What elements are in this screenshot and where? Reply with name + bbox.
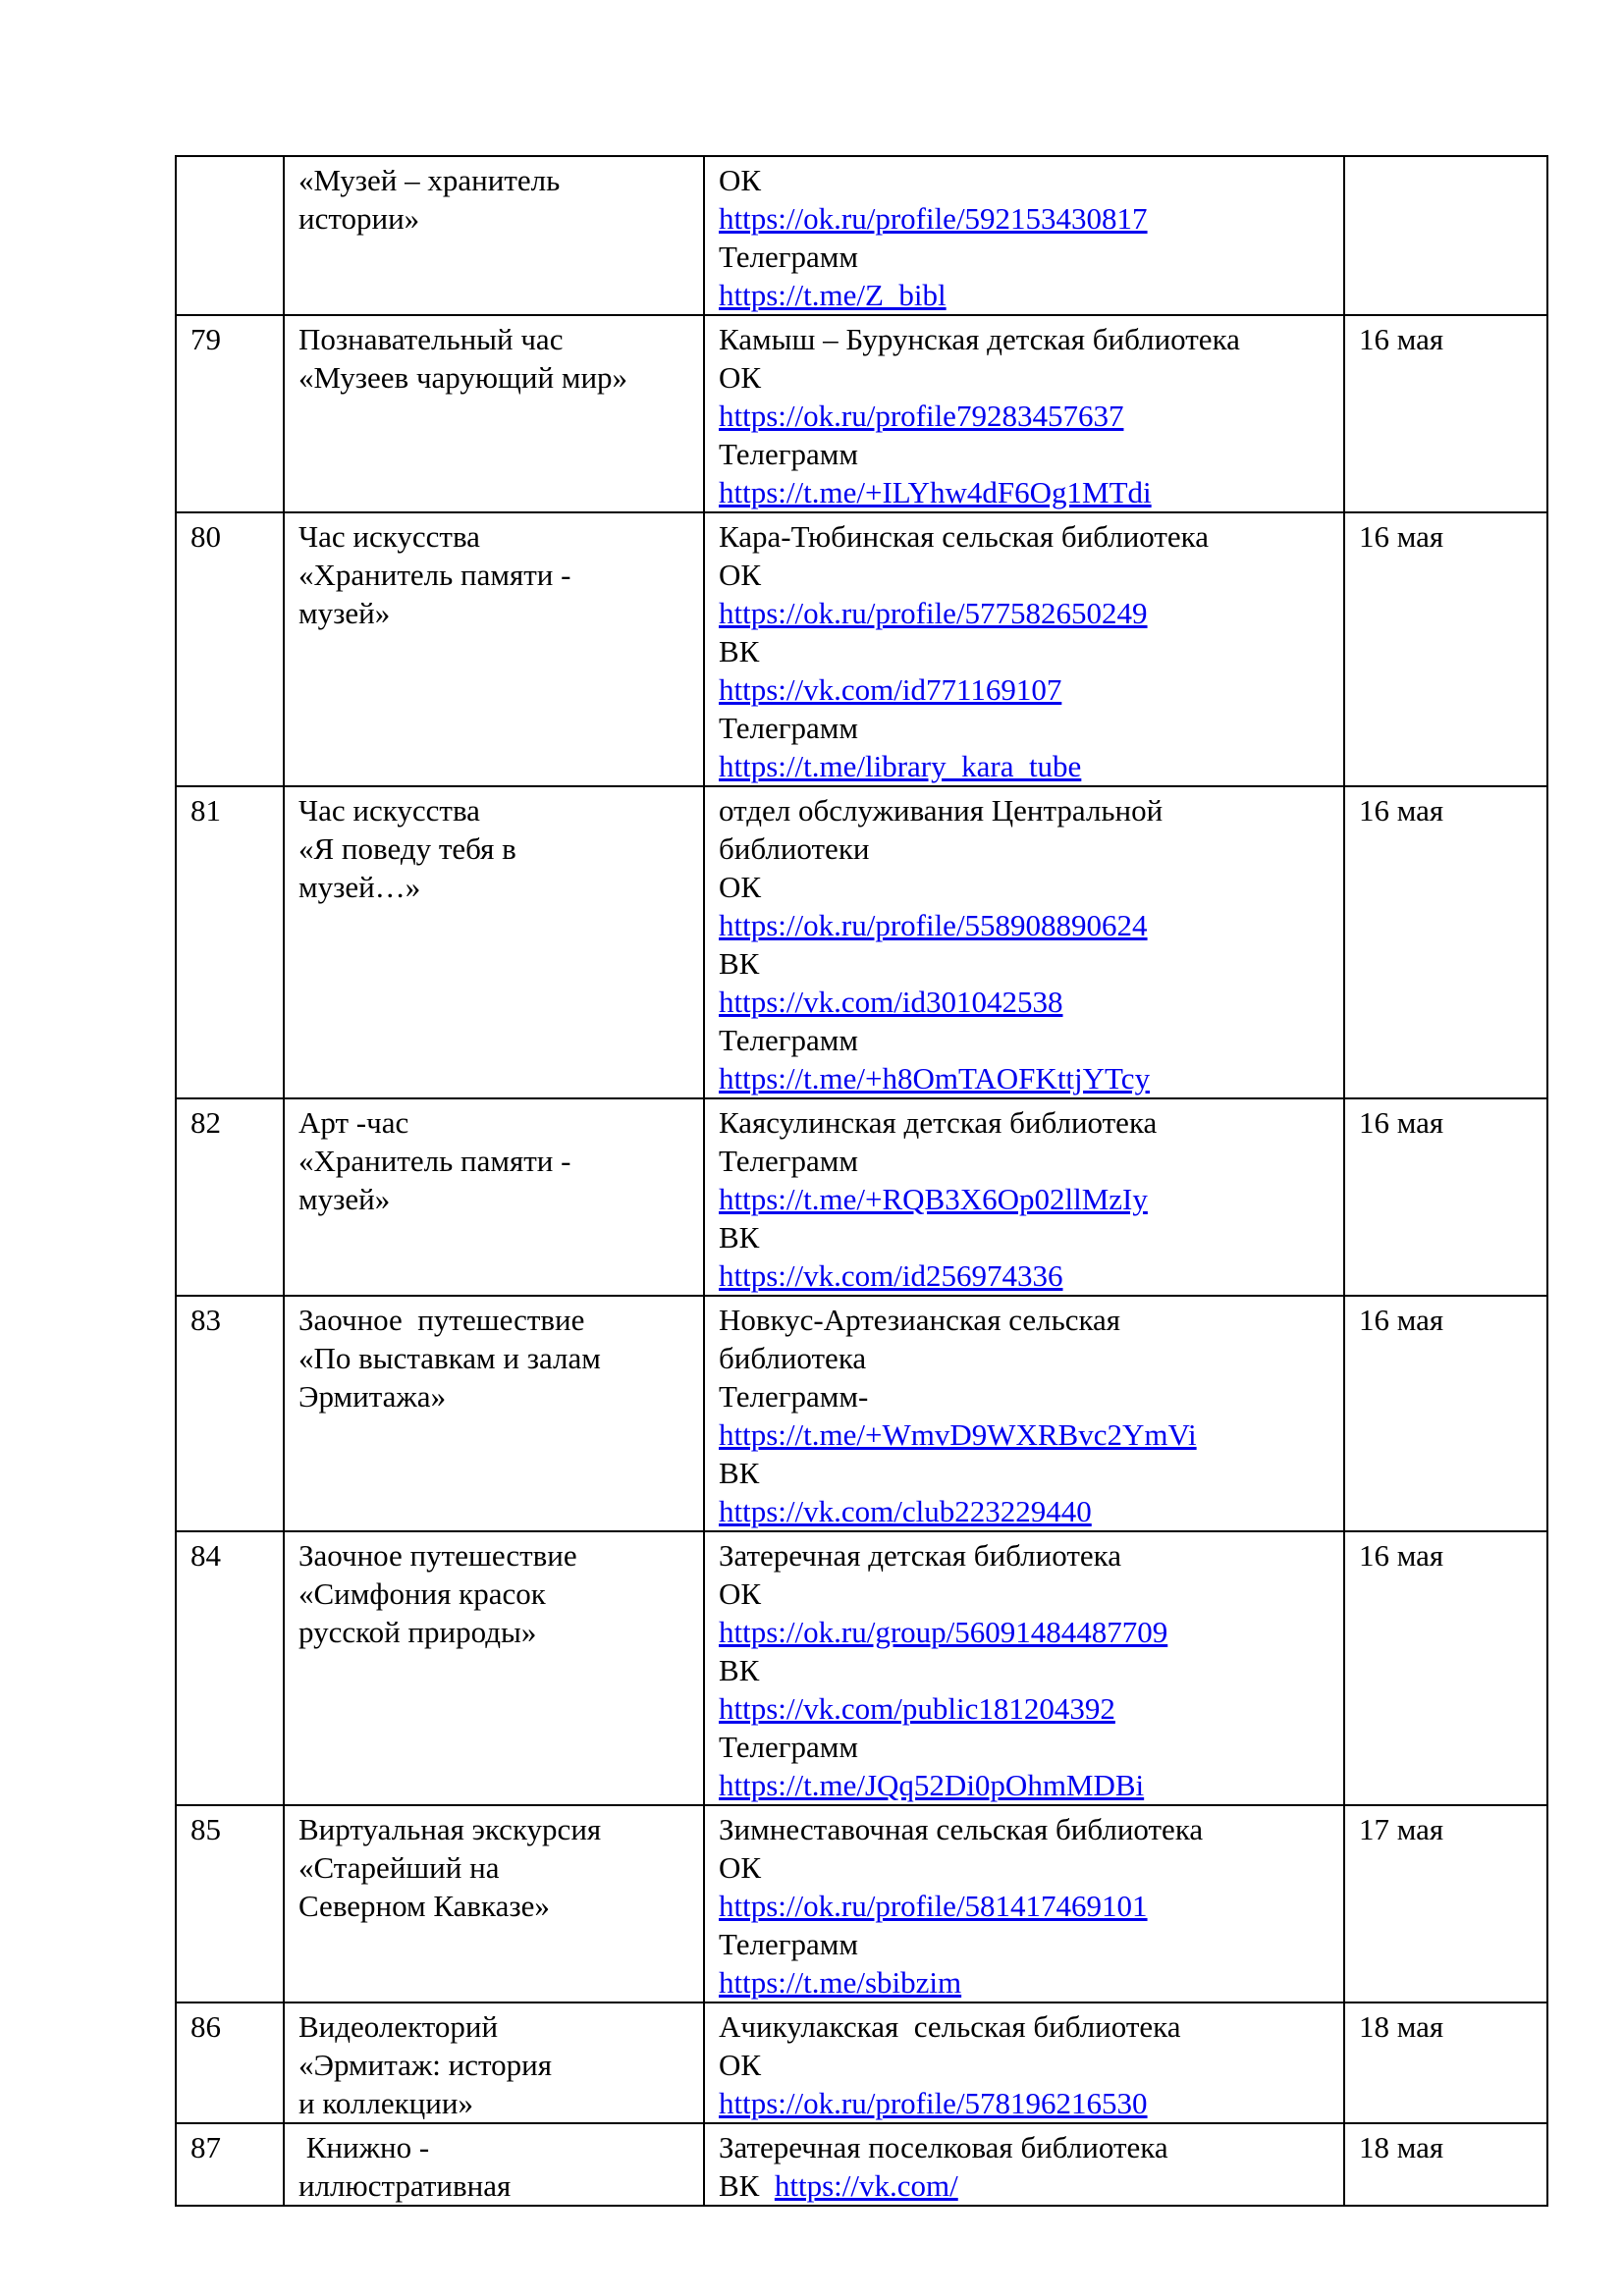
- venue-text-line: Кара-Тюбинская сельская библиотека: [719, 519, 1210, 554]
- venue-cell: [704, 315, 1344, 512]
- social-link[interactable]: https://t.me/+h8OmTAOFKttjYTcy: [719, 1061, 1151, 1095]
- venue-link-line: [719, 1613, 1329, 1651]
- venue-text-line: Новкус-Артезианская сельская: [719, 1303, 1121, 1337]
- event-title-line: «Хранитель памяти -: [298, 1144, 571, 1178]
- event-title-cell: [284, 512, 704, 786]
- table-row: [176, 2123, 1547, 2206]
- event-title-line: Северном Кавказе»: [298, 1889, 550, 1923]
- venue-text-line: ВК: [719, 1220, 760, 1255]
- event-title-line: «Музей – хранитель: [298, 163, 561, 197]
- venue-link-line: [719, 1963, 1329, 2002]
- row-number-cell: 85: [176, 1805, 284, 2002]
- social-link[interactable]: https://vk.com/id256974336: [719, 1258, 1063, 1293]
- venue-cell: [704, 1098, 1344, 1296]
- social-link[interactable]: https://ok.ru/profile/581417469101: [719, 1889, 1148, 1923]
- date-cell: 16 мая: [1344, 1296, 1547, 1531]
- row-number-cell: 84: [176, 1531, 284, 1805]
- event-title-line: «Эрмитаж: история: [298, 2048, 553, 2082]
- row-number-cell: 83: [176, 1296, 284, 1531]
- table-row: [176, 512, 1547, 786]
- date-cell: 16 мая: [1344, 1531, 1547, 1805]
- date-cell: 16 мая: [1344, 1098, 1547, 1296]
- social-link[interactable]: https://ok.ru/profile/592153430817: [719, 201, 1148, 236]
- event-title-line: Заочное путешествие: [298, 1538, 577, 1573]
- venue-link-line: [719, 2084, 1329, 2122]
- date-cell: [1344, 156, 1547, 315]
- venue-text-line: ОК: [719, 1576, 762, 1611]
- event-title-line: Час искусства: [298, 519, 480, 554]
- social-link[interactable]: https://t.me/library_kara_tube: [719, 749, 1082, 783]
- social-link[interactable]: https://ok.ru/profile/558908890624: [719, 908, 1148, 942]
- venue-text-line: Телеграмм: [719, 1730, 858, 1764]
- event-title-line: «Симфония красок: [298, 1576, 546, 1611]
- social-link[interactable]: https://t.me/Z_bibl: [719, 278, 947, 312]
- venue-link-line: [719, 276, 1329, 314]
- venue-text-line: Ачикулакская сельская библиотека: [719, 2009, 1181, 2044]
- venue-text-line: Каясулинская детская библиотека: [719, 1105, 1158, 1140]
- social-link[interactable]: https://ok.ru/profile/577582650249: [719, 596, 1148, 630]
- table-row: [176, 1098, 1547, 1296]
- event-title-line: русской природы»: [298, 1615, 537, 1649]
- social-link[interactable]: https://ok.ru/profile/578196216530: [719, 2086, 1148, 2120]
- venue-cell: [704, 156, 1344, 315]
- event-title-cell: [284, 2123, 704, 2206]
- venue-label: ВК: [719, 2168, 775, 2203]
- venue-text-line: ОК: [719, 2048, 762, 2082]
- venue-text-line: Телеграмм: [719, 1144, 858, 1178]
- table-row: [176, 1296, 1547, 1531]
- event-title-cell: [284, 156, 704, 315]
- social-link[interactable]: https://vk.com/id771169107: [719, 672, 1062, 707]
- events-table-body: [176, 156, 1547, 2206]
- venue-link-line: [719, 747, 1329, 785]
- table-row: [176, 1805, 1547, 2002]
- table-row: [176, 786, 1547, 1098]
- table-row: [176, 315, 1547, 512]
- venue-link-line: [719, 1887, 1329, 1925]
- event-title-cell: [284, 315, 704, 512]
- venue-text-line: отдел обслуживания Центральной: [719, 793, 1164, 828]
- date-cell: 18 мая: [1344, 2123, 1547, 2206]
- row-number-cell: 80: [176, 512, 284, 786]
- venue-cell: [704, 1531, 1344, 1805]
- event-title-line: Час искусства: [298, 793, 480, 828]
- venue-text-line: Телеграмм: [719, 240, 858, 274]
- event-title-line: истории»: [298, 201, 420, 236]
- event-title-line: Книжно -: [298, 2130, 430, 2164]
- venue-text-line: Телеграмм: [719, 1927, 858, 1961]
- event-title-line: Арт -час: [298, 1105, 409, 1140]
- venue-link-line: [719, 397, 1329, 435]
- event-title-line: музей…»: [298, 870, 421, 904]
- social-link[interactable]: https://ok.ru/profile79283457637: [719, 399, 1124, 433]
- event-title-cell: [284, 2002, 704, 2123]
- event-title-line: «Я поведу тебя в: [298, 831, 516, 866]
- venue-link-line: [719, 1689, 1329, 1728]
- social-link[interactable]: https://t.me/+RQB3X6Op02llMzIy: [719, 1182, 1148, 1216]
- venue-text-line: ОК: [719, 558, 762, 592]
- event-title-line: Виртуальная экскурсия: [298, 1812, 602, 1846]
- venue-text-line: Телеграмм: [719, 1023, 858, 1057]
- venue-link-line: [719, 1059, 1329, 1097]
- date-cell: 16 мая: [1344, 315, 1547, 512]
- venue-text-line: Затеречная детская библиотека: [719, 1538, 1121, 1573]
- event-title-line: «Музеев чарующий мир»: [298, 360, 628, 395]
- venue-cell: [704, 2002, 1344, 2123]
- venue-text-line: ОК: [719, 1850, 762, 1885]
- event-title-cell: [284, 786, 704, 1098]
- table-row: [176, 1531, 1547, 1805]
- venue-link-line: [719, 1415, 1329, 1454]
- venue-cell: [704, 512, 1344, 786]
- row-number-cell: 82: [176, 1098, 284, 1296]
- social-link[interactable]: https://vk.com/: [774, 2168, 958, 2203]
- venue-link-line: [719, 1492, 1329, 1530]
- row-number-cell: 86: [176, 2002, 284, 2123]
- event-title-line: Видеолекторий: [298, 2009, 499, 2044]
- venue-link-line: [719, 983, 1329, 1021]
- events-table: [175, 155, 1548, 2207]
- venue-text-line: ВК: [719, 1653, 760, 1687]
- row-number-cell: 87: [176, 2123, 284, 2206]
- social-link[interactable]: https://t.me/JQq52Di0pOhmMDBi: [719, 1768, 1145, 1802]
- venue-cell: [704, 786, 1344, 1098]
- venue-text-line: ОК: [719, 163, 762, 197]
- event-title-line: Эрмитажа»: [298, 1379, 447, 1414]
- social-link[interactable]: https://t.me/+ILYhw4dF6Og1MTdi: [719, 475, 1152, 509]
- venue-text-line: Телеграмм: [719, 711, 858, 745]
- date-cell: 18 мая: [1344, 2002, 1547, 2123]
- event-title-line: музей»: [298, 1182, 391, 1216]
- venue-cell: [704, 1805, 1344, 2002]
- event-title-line: «По выставкам и залам: [298, 1341, 601, 1375]
- social-link[interactable]: https://vk.com/id301042538: [719, 985, 1063, 1019]
- social-link[interactable]: https://ok.ru/group/56091484487709: [719, 1615, 1168, 1649]
- venue-text-line: Затеречная поселковая библиотека: [719, 2130, 1168, 2164]
- venue-cell: [704, 2123, 1344, 2206]
- table-row: [176, 156, 1547, 315]
- row-number-cell: 79: [176, 315, 284, 512]
- event-title-cell: [284, 1296, 704, 1531]
- table-row: [176, 2002, 1547, 2123]
- venue-text-line: ВК: [719, 946, 760, 981]
- venue-text-line: ОК: [719, 870, 762, 904]
- date-cell: 17 мая: [1344, 1805, 1547, 2002]
- venue-link-line: [719, 473, 1329, 511]
- event-title-line: «Старейший на: [298, 1850, 500, 1885]
- event-title-line: иллюстративная: [298, 2168, 512, 2203]
- venue-text-line: ОК: [719, 360, 762, 395]
- venue-text-line: библиотеки: [719, 831, 870, 866]
- row-number-cell: 81: [176, 786, 284, 1098]
- social-link[interactable]: https://vk.com/club223229440: [719, 1494, 1092, 1528]
- event-title-line: музей»: [298, 596, 391, 630]
- social-link[interactable]: https://t.me/+WmvD9WXRBvc2YmVi: [719, 1417, 1197, 1452]
- event-title-cell: [284, 1098, 704, 1296]
- event-title-cell: [284, 1805, 704, 2002]
- venue-text-line: библиотека: [719, 1341, 867, 1375]
- venue-link-line: [719, 594, 1329, 632]
- venue-text-line: Телеграмм: [719, 437, 858, 471]
- venue-link-line: [719, 1180, 1329, 1218]
- date-cell: 16 мая: [1344, 512, 1547, 786]
- venue-link-line: [719, 1766, 1329, 1804]
- venue-line: [719, 2166, 1329, 2205]
- venue-link-line: [719, 670, 1329, 709]
- venue-text-line: Зимнеставочная сельская библиотека: [719, 1812, 1204, 1846]
- social-link[interactable]: https://vk.com/public181204392: [719, 1691, 1115, 1726]
- venue-text-line: ВК: [719, 634, 760, 668]
- social-link[interactable]: https://t.me/sbibzim: [719, 1965, 962, 2000]
- event-title-line: и коллекции»: [298, 2086, 473, 2120]
- row-number-cell: [176, 156, 284, 315]
- venue-cell: [704, 1296, 1344, 1531]
- event-title-line: «Хранитель памяти -: [298, 558, 571, 592]
- venue-text-line: ВК: [719, 1456, 760, 1490]
- event-title-cell: [284, 1531, 704, 1805]
- venue-link-line: [719, 906, 1329, 944]
- venue-text-line: Телеграмм-: [719, 1379, 869, 1414]
- date-cell: 16 мая: [1344, 786, 1547, 1098]
- event-title-line: Познавательный час: [298, 322, 564, 356]
- venue-link-line: [719, 199, 1329, 238]
- venue-link-line: [719, 1256, 1329, 1295]
- event-title-line: Заочное путешествие: [298, 1303, 585, 1337]
- venue-text-line: Камыш – Бурунская детская библиотека: [719, 322, 1240, 356]
